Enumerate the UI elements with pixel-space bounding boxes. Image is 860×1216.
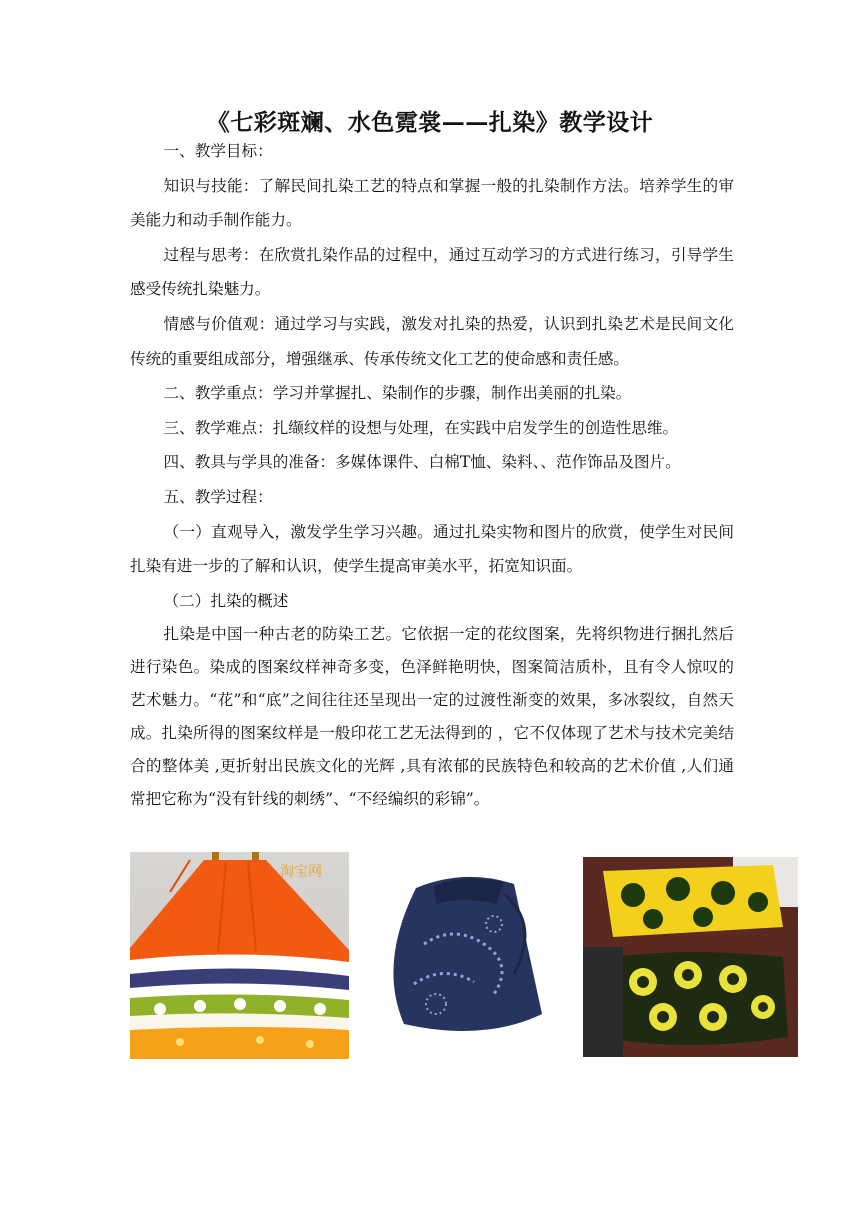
paragraph-difficulties: 三、教学难点：扎缬纹样的设想与处理，在实践中启发学生的创造性思维。 bbox=[163, 418, 679, 437]
indigo-bag-photo bbox=[364, 864, 560, 1046]
sunflower-tie-dye-photo bbox=[583, 857, 798, 1057]
paragraph-overview: 扎染是中国一种古老的防染工艺。它依据一定的花纹图案，先将织物进行捆扎然后进行染色。染成的图案纹样神奇多变，色泽鲜艳明快，图案简洁质朴，且有令人惊叹的艺术魅力。“花”和“底”之间往往还呈现出一定的过渡性渐变的效果，多冰裂纹，自然天成。扎染所得的图案纹样是一般印花工艺无法得到的 ，它不仅体现了艺术与技术完美结合的整体美 ,更折射出民族文化的光辉 ,具有浓郁的民族特色和较高的艺术价值 ,人们通常把它称为“没有针线的刺绣”、“不经编织的彩锦”。 bbox=[130, 625, 734, 809]
section-heading-process: 五、教学过程： bbox=[163, 487, 273, 506]
subheading-overview: （二）扎染的概述 bbox=[163, 591, 289, 610]
section-heading-objectives: 一、教学目标： bbox=[163, 142, 273, 160]
paragraph-emotion-values: 情感与价值观：通过学习与实践，激发对扎染的热爱，认识到扎染艺术是民间文化传统的重要组成部分，增强继承、传承传统文化工艺的使命感和责任感。 bbox=[130, 314, 734, 368]
paragraph-key-points: 二、教学重点：学习并掌握扎、染制作的步骤，制作出美丽的扎染。 bbox=[163, 384, 632, 403]
paragraph-intro: （一）直观导入，激发学生学习兴趣。通过扎染实物和图片的欣赏，使学生对民间扎染有进一步的了解和认识，使学生提高审美水平，拓宽知识面。 bbox=[130, 522, 734, 576]
skirt-watermark-text: 淘宝网 bbox=[280, 864, 322, 880]
paragraph-knowledge-skills: 知识与技能：了解民间扎染工艺的特点和掌握一般的扎染制作方法。培养学生的审美能力和动手制作能力。 bbox=[130, 176, 734, 230]
document-body bbox=[130, 134, 734, 816]
tie-dye-skirt-photo bbox=[130, 852, 349, 1059]
photo-row bbox=[0, 852, 860, 1062]
paragraph-materials: 四、教具与学具的准备：多媒体课件、白棉T恤、染料、、范作饰品及图片。 bbox=[163, 453, 681, 472]
paragraph-process-thinking: 过程与思考：在欣赏扎染作品的过程中，通过互动学习的方式进行练习，引导学生感受传统扎染魅力。 bbox=[130, 245, 734, 299]
document-title: 《七彩斑斓、水色霓裳——扎染》教学设计 bbox=[206, 109, 654, 136]
